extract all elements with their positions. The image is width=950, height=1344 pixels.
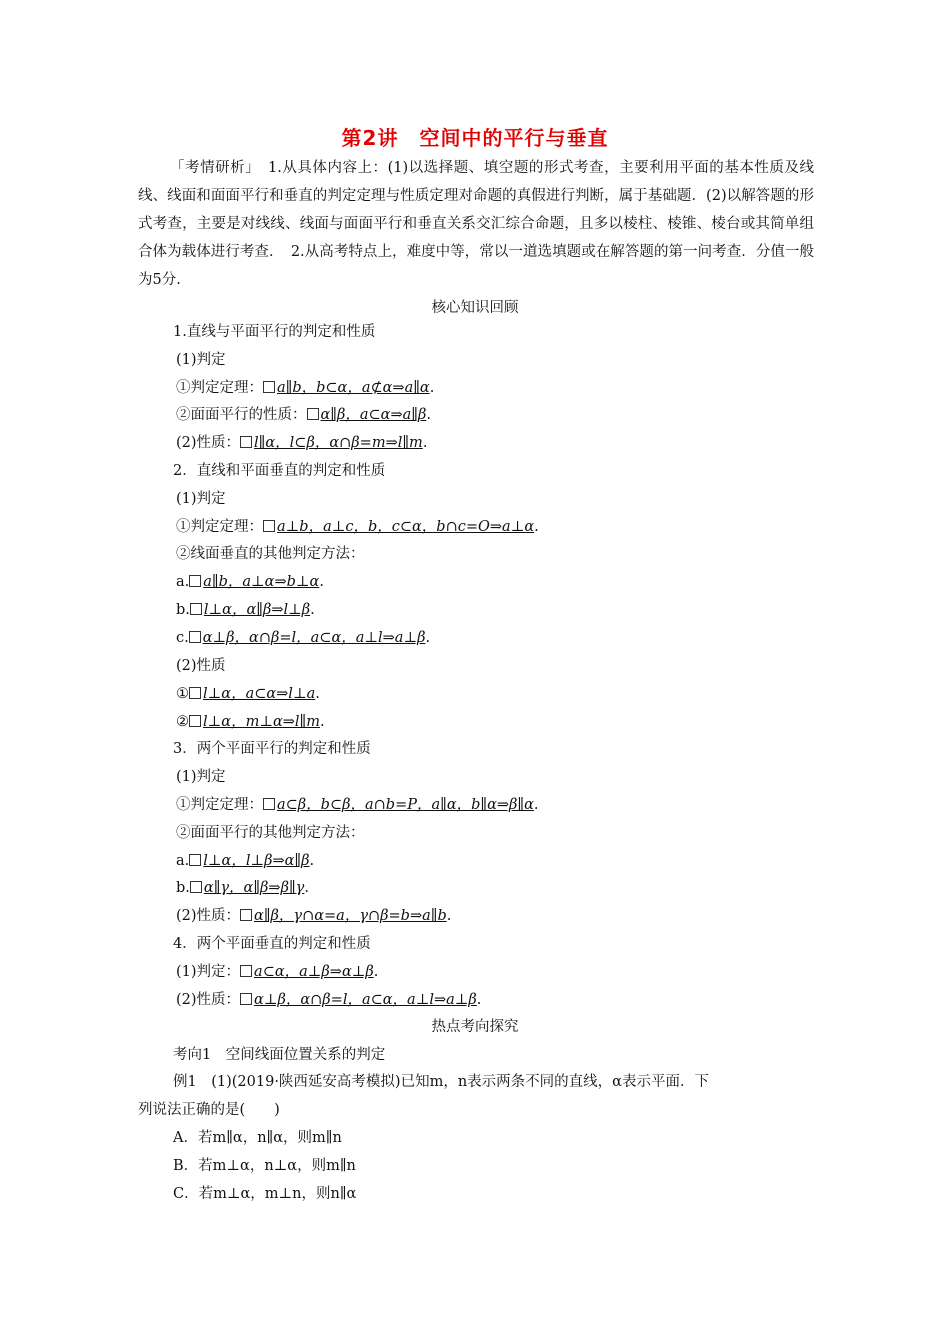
fill-in-answer — [189, 853, 309, 869]
text-line — [176, 823, 365, 843]
answer-box-icon — [189, 854, 201, 866]
line-end: . — [304, 880, 309, 896]
answer-text: l⊥α，l⊥β⇒α∥β — [203, 853, 310, 869]
line-end: . — [425, 630, 431, 646]
text-line — [176, 405, 431, 425]
answer-box-icon — [189, 575, 201, 587]
text-line — [173, 1072, 709, 1092]
line-text: ② — [176, 714, 189, 730]
text-line — [176, 544, 365, 564]
answer-box-icon — [240, 909, 252, 921]
text-line — [176, 990, 481, 1010]
text-line — [173, 322, 375, 342]
text-line — [176, 962, 378, 982]
line-text: 热点考向探究 — [431, 1019, 519, 1035]
text-line — [176, 878, 309, 898]
text-line — [173, 934, 371, 954]
text-line — [176, 795, 539, 815]
fill-in-answer — [189, 686, 315, 702]
fill-in-answer — [190, 880, 304, 896]
fill-in-answer — [189, 714, 320, 730]
line-text: B．若m⊥α，n⊥α，则m∥n — [173, 1158, 356, 1174]
text-line — [0, 298, 950, 318]
text-line — [176, 350, 226, 370]
text-line — [173, 1128, 342, 1148]
fill-in-answer — [189, 630, 426, 646]
fill-in-answer — [189, 574, 319, 590]
line-text: (1)判定： — [176, 964, 241, 980]
fill-in-answer — [240, 908, 447, 924]
line-text: a. — [176, 574, 190, 590]
line-text: 考向1 空间线面位置关系的判定 — [173, 1047, 386, 1063]
text-line — [0, 1017, 950, 1037]
text-line — [138, 1100, 280, 1120]
text-line — [176, 572, 324, 592]
fill-in-answer — [240, 964, 374, 980]
line-end: . — [315, 686, 320, 702]
answer-box-icon — [189, 687, 201, 699]
text-line — [173, 739, 371, 759]
fill-in-answer — [240, 435, 423, 451]
line-text: 2．直线和平面垂直的判定和性质 — [173, 463, 386, 479]
answer-box-icon — [263, 381, 275, 393]
answer-box-icon — [307, 408, 319, 420]
line-text: (1)判定 — [176, 491, 226, 507]
line-text: ①判定定理： — [176, 797, 263, 813]
page-title: 第2讲 空间中的平行与垂直 — [341, 126, 609, 150]
answer-text: l∥α，l⊂β，α∩β=m⇒l∥m — [254, 435, 423, 451]
line-text: ①判定定理： — [176, 519, 263, 535]
text-line — [173, 461, 385, 481]
text-line — [173, 1045, 385, 1065]
line-text: (1)判定 — [176, 769, 226, 785]
line-text: c. — [176, 630, 189, 646]
answer-text: a∥b，b⊂α，a⊄α⇒a∥α — [277, 380, 430, 396]
line-text: 3．两个平面平行的判定和性质 — [173, 741, 371, 757]
answer-text: l⊥α，a⊂α⇒l⊥a — [203, 686, 316, 702]
text-line — [176, 489, 226, 509]
answer-text: α∥γ，α∥β⇒β∥γ — [203, 880, 305, 896]
fill-in-answer — [240, 992, 477, 1008]
fill-in-answer — [190, 602, 310, 618]
answer-box-icon — [240, 965, 252, 977]
text-line — [176, 517, 539, 537]
text-line — [176, 712, 325, 732]
line-text: ②线面垂直的其他判定方法： — [176, 546, 365, 562]
text-line — [176, 656, 226, 676]
text-line — [176, 600, 315, 620]
line-text: 例1 (1)(2019·陕西延安高考模拟)已知m，n表示两条不同的直线，α表示平面．下 — [173, 1074, 709, 1090]
answer-box-icon — [240, 993, 252, 1005]
answer-text: α⊥β，α∩β=l，a⊂α，a⊥l⇒a⊥β — [254, 992, 477, 1008]
line-text: ②面面平行的其他判定方法： — [176, 825, 365, 841]
line-end: . — [533, 797, 539, 813]
text-line — [176, 378, 434, 398]
line-text: b. — [176, 880, 190, 896]
text-line — [173, 1184, 356, 1204]
text-line — [176, 628, 430, 648]
line-text: ①判定定理： — [176, 380, 263, 396]
line-text: C．若m⊥α，m⊥n，则n∥α — [173, 1186, 357, 1202]
exam-analysis-paragraph: 「考情研析」 1.从具体内容上：(1)以选择题、填空题的形式考查，主要利用平面的基本性质及线线、线面和面面平行和垂直的判定定理与性质定理对命题的真假进行判断，属于基础题．(2)以解答题的形式考查，主要是对线线、线面与面面平行和垂直关系交汇综合命题，且多以棱柱、棱锥、棱台或其简单组合体为载体进行考查． 2.从高考特点上，难度中等，常以一道选填题或在解答题的第一问考查．分值一般为5分. — [138, 160, 814, 288]
line-end: . — [309, 853, 315, 869]
text-line — [176, 767, 226, 787]
answer-box-icon — [240, 436, 252, 448]
fill-in-answer — [263, 380, 430, 396]
fill-in-answer — [307, 407, 427, 423]
line-end: . — [534, 519, 539, 535]
line-text: A．若m∥α，n∥α，则m∥n — [173, 1130, 342, 1146]
fill-in-answer — [263, 519, 534, 535]
answer-text: α∥β，a⊂α⇒a∥β — [320, 407, 427, 423]
line-end: . — [429, 380, 435, 396]
line-text: 列说法正确的是( ) — [138, 1102, 280, 1118]
line-text: (2)性质 — [176, 658, 226, 674]
line-end: . — [446, 908, 452, 924]
line-end: . — [319, 714, 325, 730]
text-line — [173, 1156, 356, 1176]
line-end: . — [476, 992, 482, 1008]
answer-text: a⊂β，b⊂β，a∩b=P，a∥α，b∥α⇒β∥α — [277, 797, 534, 813]
line-text: (2)性质： — [176, 908, 241, 924]
answer-text: a∥b，a⊥α⇒b⊥α — [203, 574, 320, 590]
line-text: b. — [176, 602, 190, 618]
line-end: . — [310, 602, 315, 618]
answer-text: l⊥α，α∥β⇒l⊥β — [203, 602, 311, 618]
text-line — [176, 433, 427, 453]
answer-text: a⊂α，a⊥β⇒α⊥β — [254, 964, 374, 980]
line-end: . — [319, 574, 324, 590]
answer-text: α∥β，γ∩α=a，γ∩β=b⇒a∥b — [254, 908, 447, 924]
line-end: . — [426, 407, 431, 423]
line-text: 1.直线与平面平行的判定和性质 — [173, 324, 376, 340]
answer-box-icon — [263, 798, 275, 810]
line-text: a. — [176, 853, 190, 869]
line-text: (2)性质： — [176, 992, 241, 1008]
fill-in-answer — [263, 797, 534, 813]
answer-box-icon — [189, 715, 201, 727]
answer-box-icon — [190, 603, 202, 615]
line-text: (1)判定 — [176, 352, 226, 368]
answer-box-icon — [190, 881, 202, 893]
answer-text: l⊥α，m⊥α⇒l∥m — [203, 714, 320, 730]
line-text: 核心知识回顾 — [431, 300, 519, 316]
answer-text: α⊥β，α∩β=l，a⊂α，a⊥l⇒a⊥β — [202, 630, 426, 646]
answer-box-icon — [263, 520, 275, 532]
text-line — [176, 684, 320, 704]
line-text: 4．两个平面垂直的判定和性质 — [173, 936, 371, 952]
line-text: (2)性质： — [176, 435, 241, 451]
line-end: . — [373, 964, 379, 980]
text-line — [176, 851, 314, 871]
line-end: . — [422, 435, 428, 451]
line-text: ②面面平行的性质： — [176, 407, 307, 423]
answer-box-icon — [189, 631, 201, 643]
answer-text: a⊥b，a⊥c，b，c⊂α，b∩c=O⇒a⊥α — [277, 519, 535, 535]
line-text: ① — [176, 686, 189, 702]
text-line — [176, 906, 451, 926]
